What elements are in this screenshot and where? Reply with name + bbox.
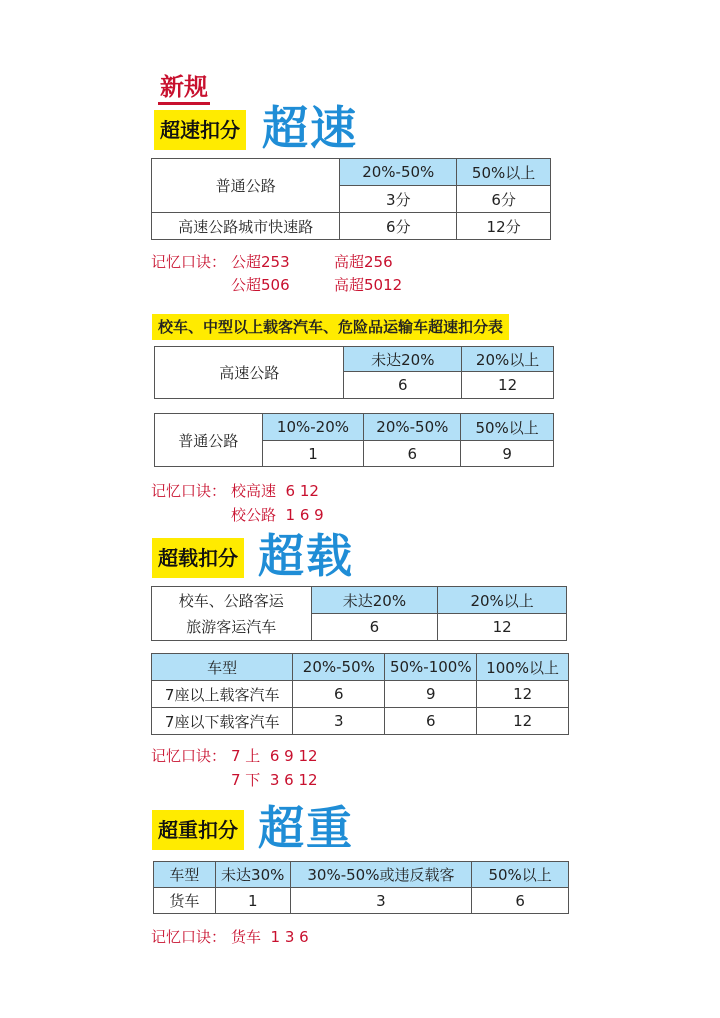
overweight-title: 超重 — [258, 801, 354, 855]
row-label: 7座以下载客汽车 — [152, 708, 293, 735]
col-header: 未达20% — [311, 587, 438, 614]
cell: 6 — [385, 708, 477, 735]
school-mnemonic-label: 记忆口诀： — [151, 482, 227, 500]
cell: 6 — [344, 372, 462, 399]
col-header: 50%以上 — [461, 414, 554, 441]
cell: 3 — [290, 888, 472, 914]
speeding-badge: 超速扣分 — [154, 110, 246, 150]
col-header: 20%-50% — [293, 654, 385, 681]
cell: 6分 — [457, 186, 551, 213]
cell: 12分 — [457, 213, 551, 240]
school-bus-banner: 校车、中型以上载客汽车、危险品运输车超速扣分表 — [152, 314, 509, 340]
col-header: 50%-100% — [385, 654, 477, 681]
row-label: 7座以上载客汽车 — [152, 681, 293, 708]
speeding-title: 超速 — [262, 101, 358, 155]
col-header: 50%以上 — [457, 159, 551, 186]
col-header: 车型 — [152, 654, 293, 681]
overload-vehicle-table — [151, 653, 569, 735]
overload-mnemonic-label: 记忆口诀： — [151, 747, 227, 765]
col-header: 20%以上 — [462, 347, 554, 372]
new-rule-title: 新规 — [158, 72, 210, 105]
mnemonic-text: 校高速 6 12 — [231, 482, 319, 500]
cell: 12 — [477, 708, 569, 735]
cell: 6分 — [340, 213, 457, 240]
row-label: 普通公路 — [152, 159, 340, 213]
col-header: 100%以上 — [477, 654, 569, 681]
cell: 6 — [472, 888, 569, 914]
cell: 12 — [462, 372, 554, 399]
overload-bus-table — [151, 586, 567, 641]
row-label: 旅游客运汽车 — [152, 614, 312, 641]
row-label: 校车、公路客运 — [152, 587, 312, 614]
cell: 6 — [364, 441, 461, 467]
row-label: 高速公路 — [155, 347, 344, 399]
cell: 9 — [385, 681, 477, 708]
cell: 1 — [215, 888, 290, 914]
overload-title: 超载 — [258, 529, 354, 583]
col-header: 未达30% — [215, 862, 290, 888]
cell: 12 — [477, 681, 569, 708]
col-header: 车型 — [154, 862, 216, 888]
overweight-mnemonic-label: 记忆口诀： — [151, 928, 227, 946]
cell: 6 — [293, 681, 385, 708]
col-header: 20%-50% — [364, 414, 461, 441]
mnemonic-text: 高超256 — [334, 253, 393, 271]
cell: 3分 — [340, 186, 457, 213]
col-header: 20%以上 — [438, 587, 567, 614]
overload-badge: 超载扣分 — [152, 538, 244, 578]
speeding-table — [151, 158, 551, 240]
col-header: 50%以上 — [472, 862, 569, 888]
mnemonic-text: 公超253 — [231, 253, 290, 271]
mnemonic-text: 高超5012 — [334, 276, 403, 294]
row-label: 货车 — [154, 888, 216, 914]
cell: 6 — [311, 614, 438, 641]
mnemonic-text: 校公路 1 6 9 — [231, 506, 324, 524]
school-highway-table — [154, 346, 554, 399]
col-header: 30%-50%或违反载客 — [290, 862, 472, 888]
cell: 3 — [293, 708, 385, 735]
mnemonic-text: 公超506 — [231, 276, 290, 294]
mnemonic-text: 7 下 3 6 12 — [231, 771, 318, 789]
col-header: 未达20% — [344, 347, 462, 372]
mnemonic-text: 7 上 6 9 12 — [231, 747, 318, 765]
cell: 1 — [262, 441, 364, 467]
col-header: 20%-50% — [340, 159, 457, 186]
col-header: 10%-20% — [262, 414, 364, 441]
school-road-table — [154, 413, 554, 467]
mnemonic-text: 货车 1 3 6 — [231, 928, 309, 946]
cell: 12 — [438, 614, 567, 641]
speeding-mnemonic-label: 记忆口诀： — [151, 253, 227, 271]
overweight-badge: 超重扣分 — [152, 810, 244, 850]
cell: 9 — [461, 441, 554, 467]
row-label: 高速公路城市快速路 — [152, 213, 340, 240]
overweight-table — [153, 861, 569, 914]
row-label: 普通公路 — [155, 414, 263, 467]
